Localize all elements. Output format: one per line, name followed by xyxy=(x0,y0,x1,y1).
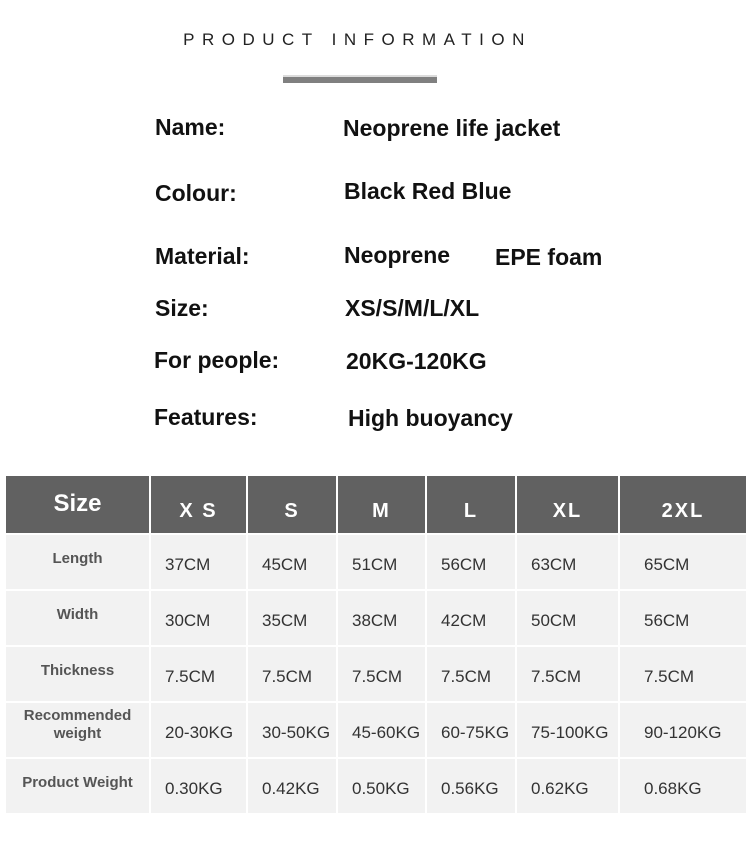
table-cell: 37CM xyxy=(150,534,247,590)
column-header-m: M xyxy=(337,476,426,534)
table-cell: 0.30KG xyxy=(150,758,247,814)
table-row-thickness xyxy=(5,646,747,702)
table-cell: 7.5CM xyxy=(516,646,619,702)
table-cell: 0.62KG xyxy=(516,758,619,814)
table-cell: 51CM xyxy=(337,534,426,590)
table-header-row xyxy=(5,476,747,534)
material-value-neoprene: Neoprene xyxy=(344,242,451,268)
colour-label: Colour: xyxy=(155,180,237,206)
table-cell: 56CM xyxy=(619,590,747,646)
row-label-line: Recommended xyxy=(23,707,132,724)
row-label-width: Width xyxy=(5,590,150,646)
table-cell: 45-60KG xyxy=(337,702,426,758)
table-cell: 42CM xyxy=(426,590,516,646)
table-cell: 30CM xyxy=(150,590,247,646)
row-label-length: Length xyxy=(5,534,150,590)
table-cell: 7.5CM xyxy=(150,646,247,702)
features-value: High buoyancy xyxy=(348,405,513,431)
table-cell: 0.68KG xyxy=(619,758,747,814)
features-label: Features: xyxy=(154,404,258,430)
column-header-l: L xyxy=(426,476,516,534)
table-row-product-weight xyxy=(5,758,747,814)
people-value: 20KG-120KG xyxy=(346,348,487,374)
size-chart-table xyxy=(4,476,748,815)
name-value: Neoprene life jacket xyxy=(343,115,561,141)
table-cell: 65CM xyxy=(619,534,747,590)
table-cell: 35CM xyxy=(247,590,337,646)
title-underline xyxy=(283,75,437,83)
row-label-line: weight xyxy=(53,725,102,742)
table-row-width xyxy=(5,590,747,646)
table-cell: 56CM xyxy=(426,534,516,590)
table-cell: 38CM xyxy=(337,590,426,646)
table-cell: 0.42KG xyxy=(247,758,337,814)
people-label: For people: xyxy=(154,347,280,373)
column-header-xl: XL xyxy=(516,476,619,534)
row-label-recommended-weight xyxy=(5,702,150,758)
table-cell: 0.50KG xyxy=(337,758,426,814)
table-cell: 45CM xyxy=(247,534,337,590)
colour-value: Black Red Blue xyxy=(344,178,512,204)
table-cell: 30-50KG xyxy=(247,702,337,758)
row-label-thickness: Thickness xyxy=(5,646,150,702)
table-cell: 7.5CM xyxy=(247,646,337,702)
material-label: Material: xyxy=(155,243,250,269)
table-cell: 0.56KG xyxy=(426,758,516,814)
table-cell: 50CM xyxy=(516,590,619,646)
table-cell: 20-30KG xyxy=(150,702,247,758)
size-label: Size: xyxy=(155,295,209,321)
column-header-s: S xyxy=(247,476,337,534)
table-header-size: Size xyxy=(5,476,150,534)
table-cell: 63CM xyxy=(516,534,619,590)
table-cell: 7.5CM xyxy=(619,646,747,702)
table-cell: 90-120KG xyxy=(619,702,747,758)
row-label-product-weight: Product Weight xyxy=(5,758,150,814)
column-header-xs: X S xyxy=(150,476,247,534)
material-value-epe-foam: EPE foam xyxy=(495,244,603,270)
table-row-length xyxy=(5,534,747,590)
size-value: XS/S/M/L/XL xyxy=(345,295,480,321)
page-title: PRODUCT INFORMATION xyxy=(183,30,532,49)
table-cell: 7.5CM xyxy=(337,646,426,702)
table-row-recommended-weight xyxy=(5,702,747,758)
table-cell: 7.5CM xyxy=(426,646,516,702)
table-cell: 75-100KG xyxy=(516,702,619,758)
column-header-2xl: 2XL xyxy=(619,476,747,534)
name-label: Name: xyxy=(155,114,226,140)
table-cell: 60-75KG xyxy=(426,702,516,758)
